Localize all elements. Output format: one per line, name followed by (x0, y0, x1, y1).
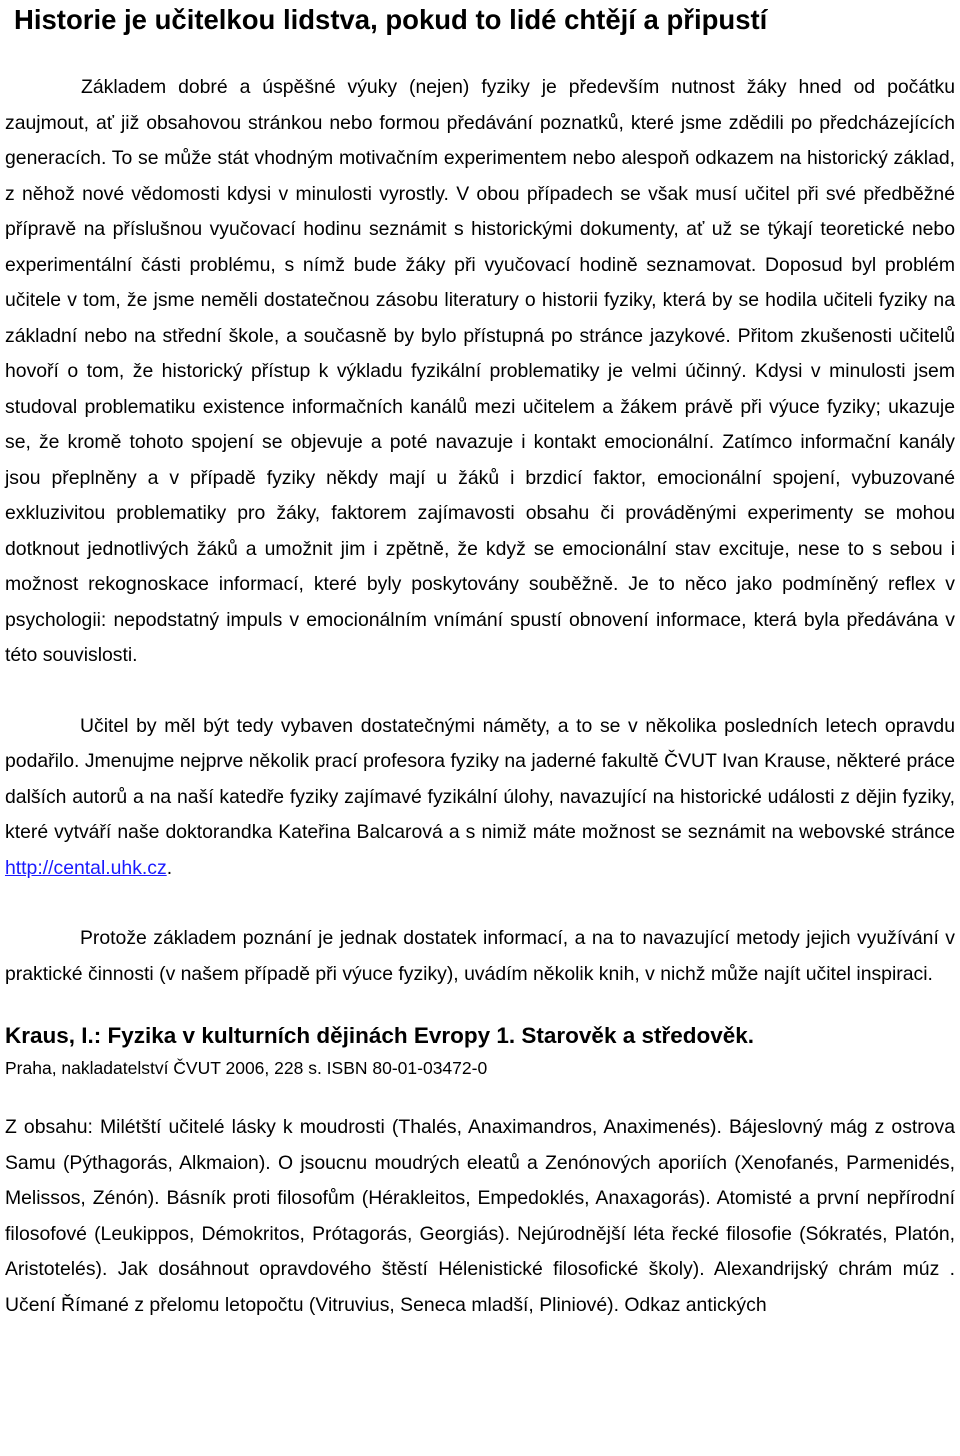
resources-paragraph (0, 709, 960, 887)
books-intro-paragraph: Protože základem poznání je jednak dostatek informací, a na to navazující metody jejich využívání v praktické činnosti (v našem případě při výuce fyziky), uvádím několik knih, v nichž může najít učitel inspiraci. (5, 927, 955, 985)
page-title: Historie je učitelkou lidstva, pokud to lidé chtějí a připustí (14, 4, 768, 35)
book-contents-paragraph: Z obsahu: Milétští učitelé lásky k moudrosti (Thalés, Anaximandros, Anaximenés). Bájeslovný mág z ostrova Samu (Pýthagorás, Alkmaion). O jsoucnu moudrých eleatů a Zenónových aporiích (Xenofanés, Parmenidés, Melissos, Zénón). Básník proti filosofům (Hérakleitos, Empedoklés, Anaxagorás). Atomisté a první nepřírodní filosofové (Leukippos, Démokritos, Prótagorás, Georgiás). Nejúrodnější léta řecké filosofie (Sókratés, Platón, Aristotelés). Jak dosáhnout opravdového štěstí Hélenistické filosofické školy). Alexandrijský chrám múz . Učení Římané z přelomu letopočtu (Vitruvius, Seneca mladší, Pliniové). Odkaz antických (5, 1116, 955, 1316)
resources-paragraph-end: . (166, 856, 173, 879)
book-publication-info: Praha, nakladatelství ČVUT 2006, 228 s. ISBN 80-01-03472-0 (5, 1058, 488, 1078)
website-link[interactable]: http://cental.uhk.cz (5, 856, 167, 879)
resources-paragraph-text: Učitel by měl být tedy vybaven dostatečnými náměty, a to se v několika posledních letech opravdu podařilo. Jmenujme nejprve několik prací profesora fyziky na jaderné fakultě ČVUT Ivan Krause, některé práce dalších autorů a na naší katedře fyziky zajímavé fyzikální úlohy, navazující na historické události z dějin fyziky, které vytváří naše doktorandka Kateřina Balcarová a s nimiž máte možnost se seznámit na webovské stránce (5, 714, 955, 843)
intro-paragraph: Základem dobré a úspěšné výuky (nejen) fyziky je především nutnost žáky hned od počátku zaujmout, ať již obsahovou stránkou nebo formou předávání poznatků, které jsme zdědili po předcházejících generacích. To se může stát vhodným motivačním experimentem nebo alespoň odkazem na historický základ, z něhož nové vědomosti kdysi v minulosti vyrostly. V obou případech se však musí učitel při své předběžné přípravě na příslušnou vyučovací hodinu seznámit s historickými dokumenty, ať už se týkají teoretické nebo experimentální části problému, s nímž bude žáky při vyučovací hodině seznamovat. Doposud byl problém učitele v tom, že jsme neměli dostatečnou zásobu literatury o historii fyziky, která by se hodila učiteli fyziky na základní nebo na střední škole, a současně by bylo přístupná po stránce jazykové. Přitom zkušenosti učitelů hovoří o tom, že historický přístup k výkladu fyzikální problematiky je velmi účinný. Kdysi v minulosti jsem studoval problematiku existence informačních kanálů mezi učitelem a žákem právě při výuce fyziky; ukazuje se, že kromě tohoto spojení se objevuje a poté navazuje i kontakt emocionální. Zatímco informační kanály jsou přeplněny a v případě fyziky někdy mají u žáků i brzdicí faktor, emocionální spojení, vybuzované exkluzivitou problematiky pro žáky, faktorem zajímavosti obsahu či prováděnými experimenty se mohou dotknout jednotlivých žáků a umožnit jim i zpětně, že když se emocionální stav excituje, nese to s sebou i možnost rekognoskace informací, které byly poskytovány souběžně. Je to něco jako podmíněný reflex v psychologii: nepodstatný impuls v emocionálním vnímání spustí obnovení informace, která byla předávána v této souvislosti. (5, 76, 955, 666)
book-title: Kraus, I.: Fyzika v kulturních dějinách Evropy 1. Starověk a středověk. (5, 1023, 755, 1048)
